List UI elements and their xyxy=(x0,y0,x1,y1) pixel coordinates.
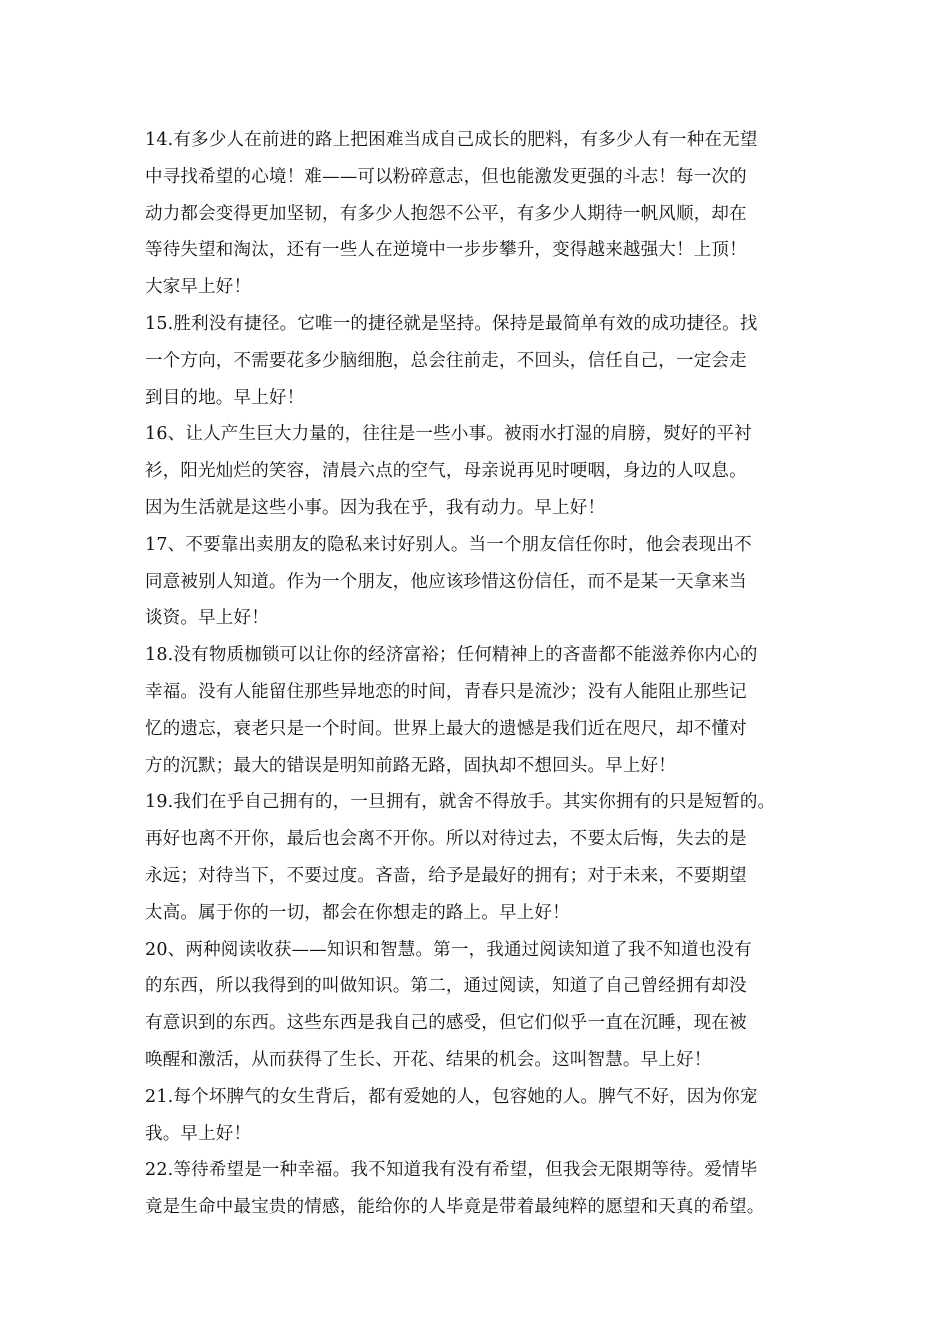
text-line: 永远；对待当下，不要过度。吝啬，给予是最好的拥有；对于未来，不要期望 xyxy=(145,865,747,886)
text-line: 衫，阳光灿烂的笑容，清晨六点的空气，母亲说再见时哽咽，身边的人叹息。 xyxy=(145,461,747,482)
text-line: 中寻找希望的心境！难——可以粉碎意志，但也能激发更强的斗志！每一次的 xyxy=(145,166,747,187)
text-line: 有意识到的东西。这些东西是我自己的感受，但它们似乎一直在沉睡，现在被 xyxy=(145,1013,747,1034)
text-line: 因为生活就是这些小事。因为我在乎，我有动力。早上好！ xyxy=(145,497,606,518)
text-line: 幸福。没有人能留住那些异地恋的时间，青春只是流沙；没有人能阻止那些记 xyxy=(145,681,747,702)
text-line: 一个方向，不需要花多少脑细胞，总会往前走，不回头，信任自己，一定会走 xyxy=(145,350,747,371)
text-line: 我。早上好！ xyxy=(145,1123,252,1144)
text-line: 方的沉默；最大的错误是明知前路无路，固执却不想回头。早上好！ xyxy=(145,755,676,776)
text-line: 的东西，所以我得到的叫做知识。第二，通过阅读，知道了自己曾经拥有却没 xyxy=(145,976,747,997)
text-line: 14.有多少人在前进的路上把困难当成自己成长的肥料，有多少人有一种在无望 xyxy=(145,130,758,150)
document-body xyxy=(145,122,825,1226)
text-line: 22.等待希望是一种幸福。我不知道我有没有希望，但我会无限期等待。爱情毕 xyxy=(145,1160,758,1181)
text-line: 忆的遗忘，衰老只是一个时间。世界上最大的遗憾是我们近在咫尺，却不懂对 xyxy=(145,718,747,739)
text-line: 21.每个坏脾气的女生背后，都有爱她的人，包容她的人。脾气不好，因为你宠 xyxy=(145,1086,758,1107)
text-line: 太高。属于你的一切，都会在你想走的路上。早上好！ xyxy=(145,902,570,923)
text-line: 18.没有物质枷锁可以让你的经济富裕；任何精神上的吝啬都不能滋养你内心的 xyxy=(145,645,758,666)
text-line: 到目的地。早上好！ xyxy=(145,387,305,408)
text-line: 15.胜利没有捷径。它唯一的捷径就是坚持。保持是最简单有效的成功捷径。找 xyxy=(145,313,758,334)
text-line: 20、两种阅读收获——知识和智慧。第一，我通过阅读知道了我不知道也没有 xyxy=(145,939,752,960)
text-line: 动力都会变得更加坚韧，有多少人抱怨不公平，有多少人期待一帆风顺，却在 xyxy=(145,203,747,224)
text-line: 大家早上好！ xyxy=(145,277,252,298)
text-line: 同意被别人知道。作为一个朋友，他应该珍惜这份信任，而不是某一天拿来当 xyxy=(145,571,747,592)
text-line: 唤醒和激活，从而获得了生长、开花、结果的机会。这叫智慧。早上好！ xyxy=(145,1049,712,1070)
text-line: 16、让人产生巨大力量的，往往是一些小事。被雨水打湿的肩膀，熨好的平衬 xyxy=(145,424,752,445)
text-line: 等待失望和淘汰，还有一些人在逆境中一步步攀升，变得越来越强大！上顶！ xyxy=(145,240,747,261)
text-line: 谈资。早上好！ xyxy=(145,608,269,629)
text-line: 再好也离不开你，最后也会离不开你。所以对待过去，不要太后悔，失去的是 xyxy=(145,829,747,850)
text-line: 19.我们在乎自己拥有的，一旦拥有，就舍不得放手。其实你拥有的只是短暂的。 xyxy=(145,792,776,813)
text-line: 17、不要靠出卖朋友的隐私来讨好别人。当一个朋友信任你时，他会表现出不 xyxy=(145,534,752,555)
text-line: 竟是生命中最宝贵的情感，能给你的人毕竟是带着最纯粹的愿望和天真的希望。 xyxy=(145,1197,765,1218)
